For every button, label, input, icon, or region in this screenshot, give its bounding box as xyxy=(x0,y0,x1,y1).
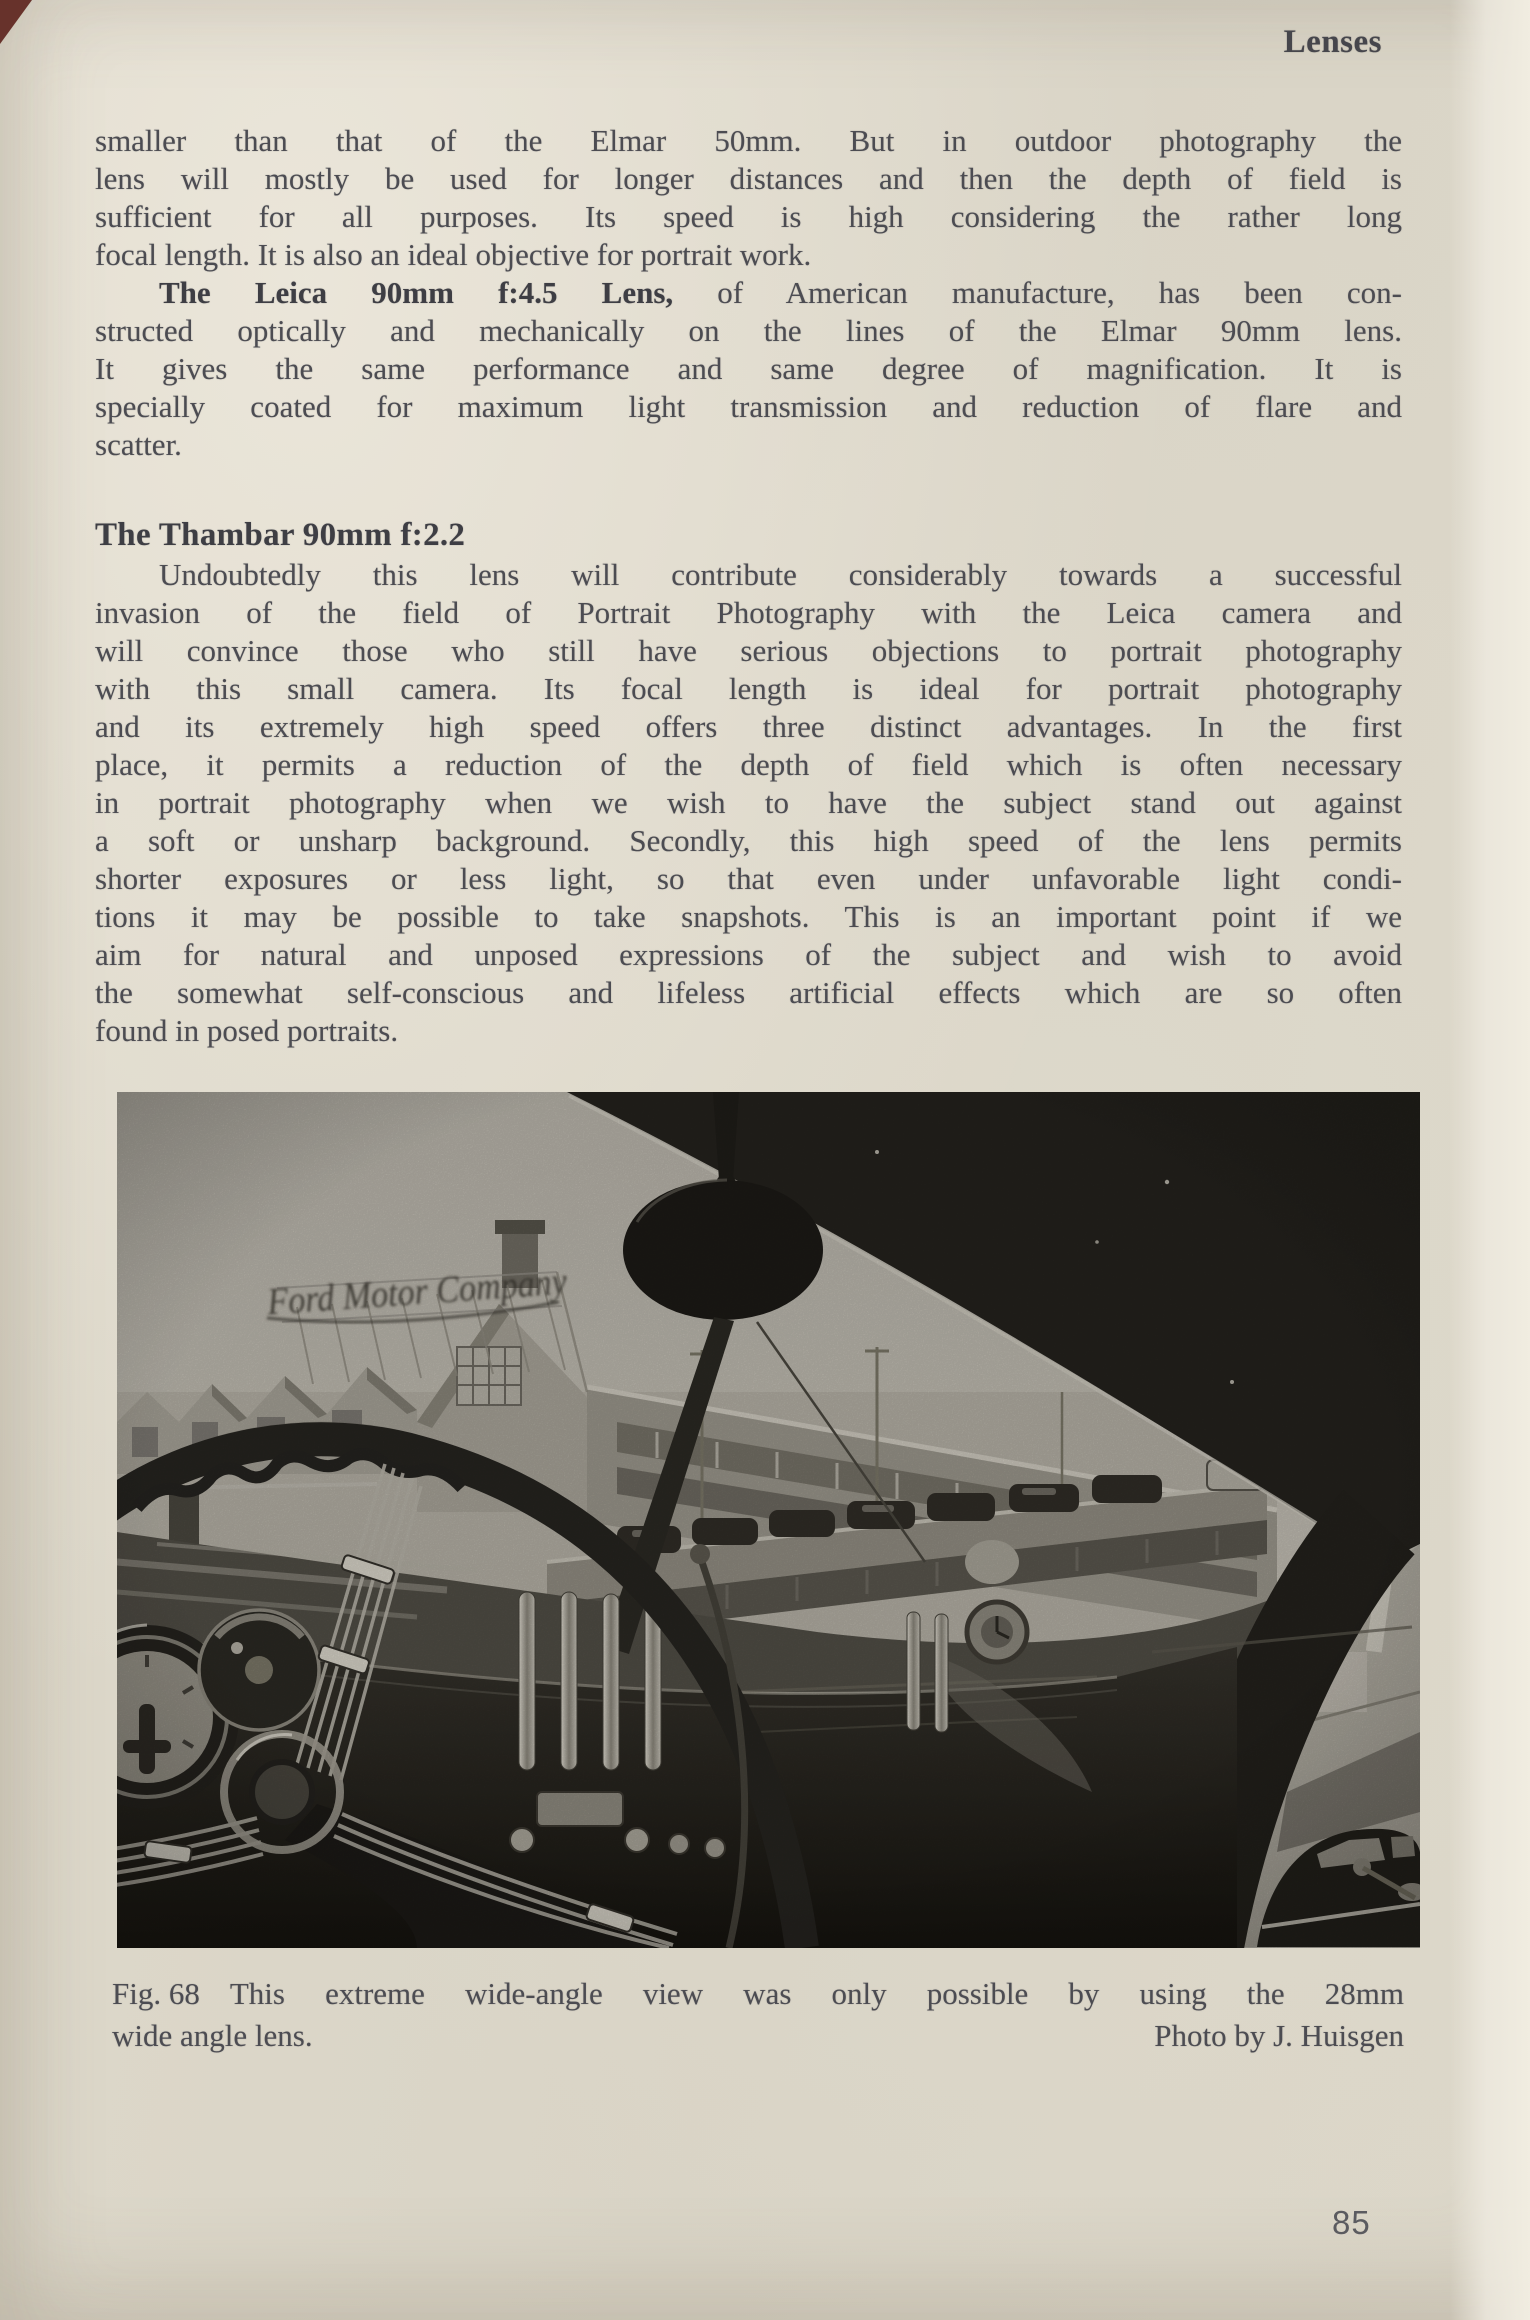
text-line: sufficient for all purposes. Its speed is high considering the rather long xyxy=(95,199,1402,234)
text-line: shorter exposures or less light, so that even under unfavorable light condi- xyxy=(95,861,1402,896)
caption-text: This extreme wide-angle view was only possible by using the 28mm xyxy=(229,1976,1404,2011)
text-line: aim for natural and unposed expressions of the subject and wish to avoid xyxy=(95,937,1402,972)
text-line: found in posed portraits. xyxy=(95,1013,399,1048)
text-line: lens will mostly be used for longer distances and then the depth of field is xyxy=(95,161,1402,196)
text-line: with this small camera. Its focal length is ideal for portrait photography xyxy=(95,671,1402,706)
paragraph-thambar xyxy=(95,556,1402,1050)
text-line: in portrait photography when we wish to have the subject stand out against xyxy=(95,785,1402,820)
figure-photo xyxy=(117,1092,1420,1948)
figure-number: Fig. 68 xyxy=(112,1976,200,2011)
text-line: and its extremely high speed offers three distinct advantages. In the first xyxy=(95,709,1402,744)
text-line: a soft or unsharp background. Secondly, this high speed of the lens permits xyxy=(95,823,1402,858)
running-head: Lenses xyxy=(1283,24,1382,60)
text-line: focal length. It is also an ideal objective for portrait work. xyxy=(95,237,812,272)
text-line: place, it permits a reduction of the depth of field which is often necessary xyxy=(95,747,1402,782)
figure-caption xyxy=(112,1976,1404,2054)
text-line: The Leica 90mm f:4.5 Lens, of American manufacture, has been con- xyxy=(159,275,1402,310)
text-line: structed optically and mechanically on the lines of the Elmar 90mm lens. xyxy=(95,313,1402,348)
photo-credit: Photo by J. Huisgen xyxy=(1154,2018,1404,2053)
caption-line-1 xyxy=(112,1976,1404,2012)
paragraph-continuation xyxy=(95,122,1402,274)
caption-line-2 xyxy=(112,2018,1404,2054)
text-line: It gives the same performance and same degree of magnification. It is xyxy=(95,351,1402,386)
car-interior-photo xyxy=(117,1092,1420,1948)
caption-text-continued: wide angle lens. xyxy=(112,2018,313,2053)
text-line: specially coated for maximum light transmission and reduction of flare and xyxy=(95,389,1402,424)
text-line: the somewhat self-conscious and lifeless artificial effects which are so often xyxy=(95,975,1402,1010)
text-line: tions it may be possible to take snapshots. This is an important point if we xyxy=(95,899,1402,934)
book-cover-corner xyxy=(0,0,32,44)
text-line: will convince those who still have serious objections to portrait photography xyxy=(95,633,1402,668)
page-number: 85 xyxy=(1332,2204,1371,2241)
text-line: invasion of the field of Portrait Photography with the Leica camera and xyxy=(95,595,1402,630)
section-heading: The Thambar 90mm f:2.2 xyxy=(95,517,466,553)
body-text xyxy=(95,122,1402,1050)
photo-grain xyxy=(117,1092,1420,1948)
text-line: scatter. xyxy=(95,427,182,462)
text-line: Undoubtedly this lens will contribute considerably towards a successful xyxy=(159,557,1402,592)
page-edge xyxy=(1450,0,1530,2320)
text-line: smaller than that of the Elmar 50mm. But in outdoor photography the xyxy=(95,123,1402,158)
paragraph-leica-90mm xyxy=(95,274,1402,464)
